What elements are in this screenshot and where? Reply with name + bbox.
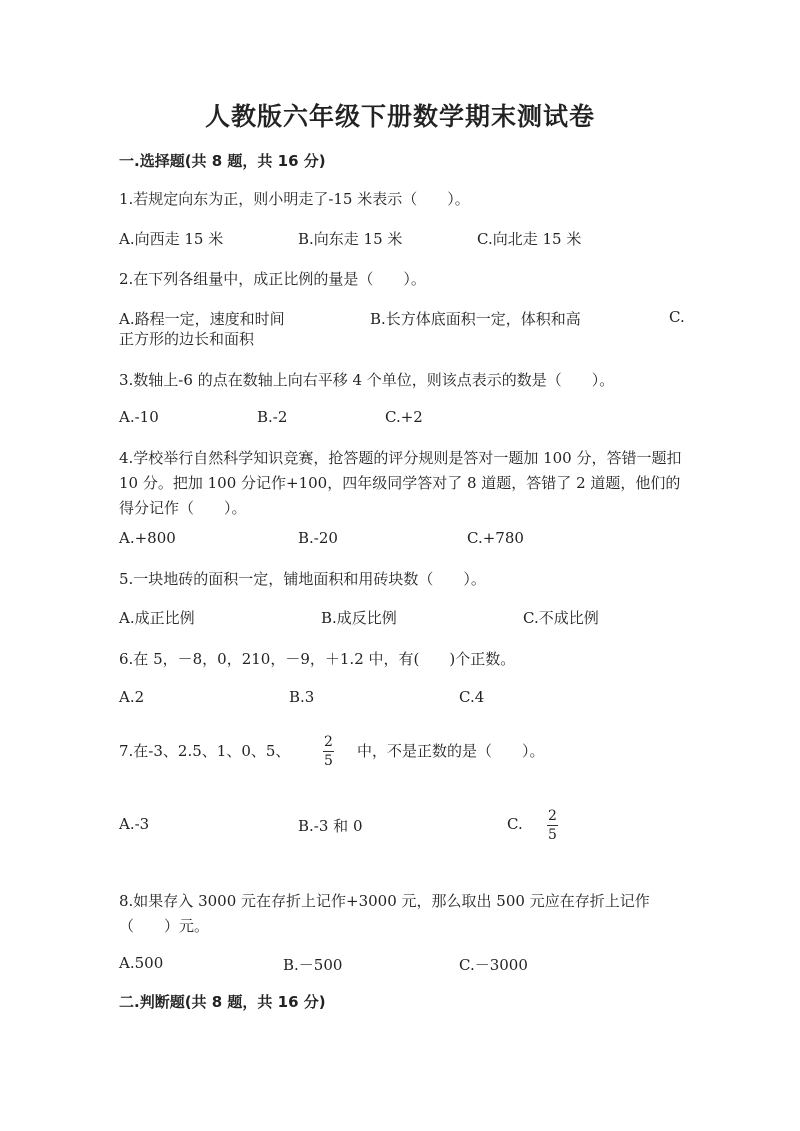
question-8-option-a: A.500 <box>119 954 164 972</box>
question-3-stem: 3.数轴上-6 的点在数轴上向右平移 4 个单位，则该点表示的数是（ ）。 <box>119 371 615 389</box>
question-8-option-c: C.－3000 <box>459 956 528 974</box>
question-4-option-c: C.+780 <box>467 529 524 547</box>
fraction-numerator: 2 <box>324 734 333 750</box>
fraction-denominator: 5 <box>548 827 557 843</box>
fraction-bar <box>547 825 558 826</box>
question-3-option-b: B.-2 <box>257 408 288 426</box>
question-1-stem: 1.若规定向东为正，则小明走了-15 米表示（ ）。 <box>119 190 470 208</box>
question-7-option-a: A.-3 <box>119 815 150 833</box>
question-7-fraction <box>323 734 334 769</box>
question-8-option-b: B.－500 <box>283 956 343 974</box>
question-5-option-b: B.成反比例 <box>321 609 397 627</box>
question-6-stem: 6.在 5，－8，0，210，－9，＋1.2 中，有( )个正数。 <box>119 650 516 668</box>
fraction-denominator: 5 <box>324 753 333 769</box>
question-5-option-a: A.成正比例 <box>119 609 195 627</box>
question-2-option-c: C. <box>669 308 685 326</box>
question-4-option-b: B.-20 <box>298 529 338 547</box>
fraction-numerator: 2 <box>548 808 557 824</box>
question-1-option-b: B.向东走 15 米 <box>298 230 403 248</box>
question-7-option-b: B.-3 和 0 <box>298 817 363 835</box>
question-4-option-a: A.+800 <box>119 529 176 547</box>
question-5-option-c: C.不成比例 <box>523 609 599 627</box>
question-2-option-c-text: 正方形的边长和面积 <box>119 330 255 348</box>
question-1-option-c: C.向北走 15 米 <box>477 230 582 248</box>
question-6-option-a: A.2 <box>119 688 145 706</box>
question-4-stem: 4.学校举行自然科学知识竞赛，抢答题的评分规则是答对一题加 100 分，答错一题扣 10 分。把加 100 分记作+100，四年级同学答对了 8 道题，答错了 2 道题，他们的得分记作（ ）。 <box>119 449 682 517</box>
question-2-option-a: A.路程一定，速度和时间 <box>119 310 285 328</box>
question-6-option-b: B.3 <box>289 688 315 706</box>
question-7-option-c: C. <box>507 815 523 833</box>
question-1-option-a: A.向西走 15 米 <box>119 230 224 248</box>
section-heading-judgement: 二.判断题(共 8 题，共 16 分) <box>119 993 326 1011</box>
question-6-option-c: C.4 <box>459 688 485 706</box>
question-2-stem: 2.在下列各组量中，成正比例的量是（ ）。 <box>119 270 426 288</box>
question-3-option-c: C.+2 <box>385 408 423 426</box>
question-2-option-b: B.长方体底面积一定，体积和高 <box>370 310 581 328</box>
question-7-stem-end: 中，不是正数的是（ ）。 <box>357 742 545 760</box>
question-3-option-a: A.-10 <box>119 408 159 426</box>
question-8-stem: 8.如果存入 3000 元在存折上记作+3000 元，那么取出 500 元应在存折上记作（ ）元。 <box>119 892 650 935</box>
section-heading-choice: 一.选择题(共 8 题，共 16 分) <box>119 152 326 170</box>
question-7-stem-start: 7.在-3、2.5、1、0、5、 <box>119 742 291 760</box>
fraction-bar <box>323 751 334 752</box>
question-5-stem: 5.一块地砖的面积一定，铺地面积和用砖块数（ ）。 <box>119 570 486 588</box>
question-7-option-c-fraction <box>547 808 558 843</box>
page-title: 人教版六年级下册数学期末测试卷 <box>204 102 595 131</box>
